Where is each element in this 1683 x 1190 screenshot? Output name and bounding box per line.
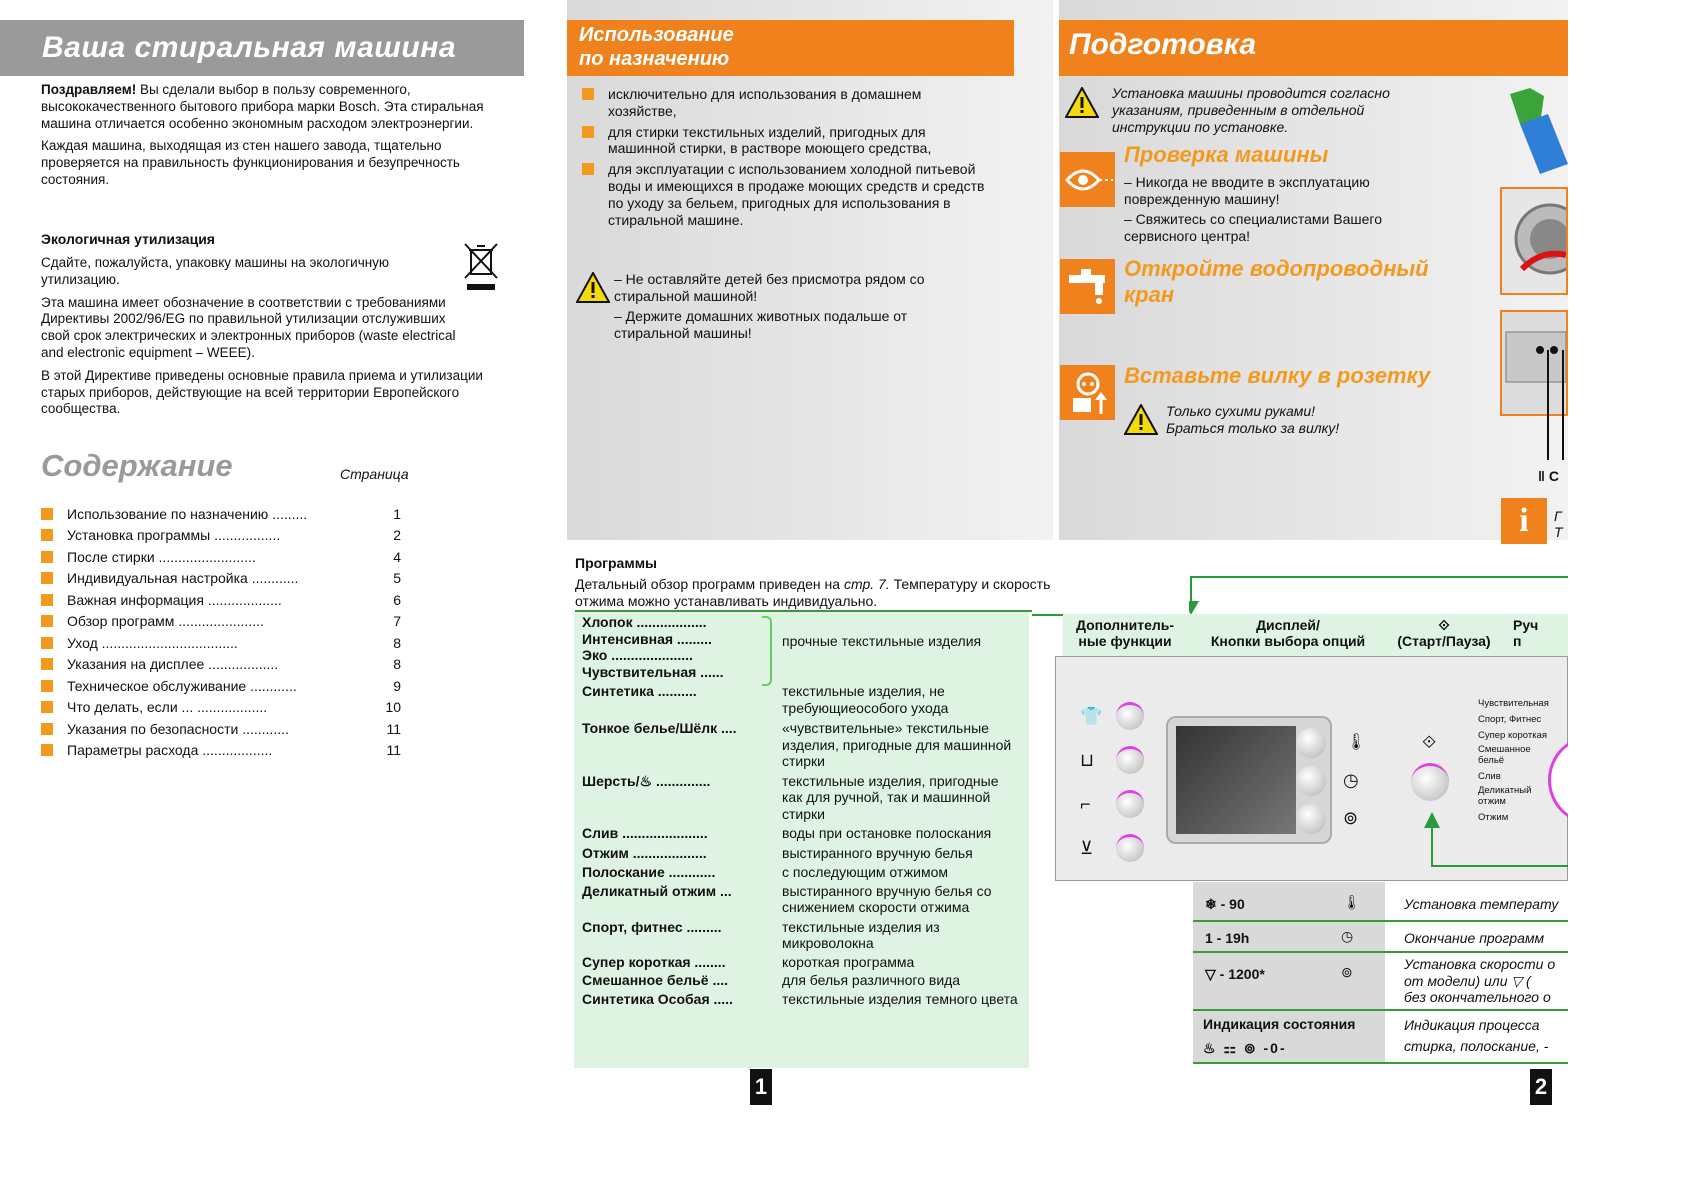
page-number-1: 1 [750,1069,772,1105]
spin-icon: ⊚ [1343,808,1359,828]
extra-function-button[interactable] [1116,790,1144,818]
install-note: Установка машины проводится согласно указаниям, приведенным в отдельной инструкции по установке. [1112,85,1390,135]
table-row: Синтетика Особая ..... текстильные изделия темного цвета [582,990,1018,1007]
contents-title: Содержание [41,448,233,483]
toc-item[interactable]: Важная информация ................... 6 [41,589,401,611]
bullet-icon [41,658,53,670]
program-dial[interactable] [1548,735,1568,825]
pet-warning-text: – Держите домашних животных подальше от стиральной машины! [614,308,908,341]
preparation-title: Подготовка [1059,20,1568,76]
bullet-icon [41,551,53,563]
page-title: Ваша стиральная машина [0,20,524,76]
toc-item[interactable]: Что делать, если ... .................. 10 [41,697,401,719]
display-option-button[interactable] [1296,766,1326,796]
divider [1193,951,1568,953]
bullet-icon [41,615,53,627]
program-dial-labels [1478,698,1558,823]
brace-icon [762,616,772,686]
toc-item[interactable]: После стирки ......................... 4 [41,546,401,568]
warning-icon [1065,87,1099,123]
bullet-icon [41,680,53,692]
table-row: Супер короткая ........ короткая программа [582,953,915,970]
display-option-button[interactable] [1296,728,1326,758]
quality-paragraph: Каждая машина, выходящая из стен нашего завода, тщательно проверяется на правильность функционирования и безупречность состояния. [41,138,460,187]
table-row: Тонкое белье/Шёлк .... «чувствительные» текстильные изделия, пригодные для машинной стирки [582,720,1012,769]
programs-table [574,612,1029,1068]
dial-label: Отжим [1478,812,1509,823]
table-row: Спорт, фитнес ......... текстильные изделия из микроволокна [582,918,940,951]
table-row: Слив ...................... воды при остановке полоскания [582,825,992,841]
table-row: Эко ..................... [582,647,693,663]
table-row: Шерсть/♨ .............. текстильные изделия, пригодные как для ручной, так и машинной стирки [582,772,999,822]
info-text: Г Т [1554,508,1563,540]
display-header: Дисплей/ Кнопки выбора опций [1210,617,1366,649]
divider [1193,1062,1568,1064]
dial-label: Деликатный отжим [1478,785,1532,807]
divider [1193,920,1568,922]
divider [1193,1009,1568,1011]
manual-header: Руч п [1513,617,1539,649]
end-time-icon: ◷ [1341,928,1354,944]
warning-icon [1124,404,1158,440]
table-row: Хлопок .................. [582,614,707,630]
extra-functions-header: Дополнитель- ные функции [1075,617,1175,649]
check-machine-title: Проверка машины [1124,142,1329,167]
table-row: Полоскание ............ с последующим отжимом [582,864,949,880]
temperature-icon: 🌡 [1346,734,1367,751]
usage-panel [567,0,1053,540]
table-row: Чувствительная ...... [582,663,724,680]
clock-icon: ◷ [1343,770,1359,790]
dial-label: Смешанное бельё [1478,744,1531,766]
shirt-icon: 👕 [1080,706,1103,726]
crossed-bin-icon [463,240,499,294]
spin-icon: ⊚ [1341,964,1353,980]
dial-label: Слив [1478,771,1501,782]
status-desc: Индикация процесса стирка, полоскание, - [1404,1017,1549,1054]
toc-item[interactable]: Указания на дисплее .................. 8 [41,654,401,676]
list-item: для стирки текстильных изделий, пригодных для машинной стирки, в растворе моющего средства, [582,124,987,158]
dial-label: Чувствительная [1478,698,1549,709]
eye-check-icon [1060,152,1115,207]
bullet-icon [41,701,53,713]
water-tap-icon [1060,259,1115,314]
bullet-icon [41,723,53,735]
page-number-2: 2 [1530,1069,1552,1105]
eco-section [41,231,491,424]
bullet-icon [41,529,53,541]
spin-desc: Установка скорости о от модели) или ▽ ( без окончательного о [1404,956,1556,1005]
toc-item[interactable]: Уход ................................... 8 [41,632,401,654]
bullet-icon [41,508,53,520]
display-option-button[interactable] [1296,804,1326,834]
plug-title: Вставьте вилку в розетку [1124,363,1431,388]
bullet-icon [582,163,594,175]
table-row: Деликатный отжим ... выстиранного вручную белья со снижением скорости отжима [582,882,992,915]
iron-icon: ⌐ [1080,794,1091,814]
table-row: Смешанное бельё .... для белья различного вида [582,972,961,988]
programs-heading: Программы [575,555,658,571]
temp-desc: Установка температу [1404,896,1559,912]
toc-item[interactable]: Техническое обслуживание ............ 9 [41,675,401,697]
intro-paragraph: Поздравляем! Вы сделали выбор в пользу современного, высококачественного бытового прибора марки Bosch. Эта стиральная машина отличается особенно экономным расходом электроэнергии. [41,82,484,131]
rinse-icon: ⊻ [1080,838,1094,858]
child-warning-text: – Не оставляйте детей без присмотра рядом со стиральной машиной! [614,271,925,304]
table-row: Отжим ................... выстиранного вручную белья [582,844,973,861]
extra-function-button[interactable] [1116,834,1144,862]
compartment-label: ǁ C [1538,468,1559,484]
end-time-range: 1 - 19h [1205,930,1250,946]
status-icons: ♨ ⚏ ⊚ -0- [1203,1040,1287,1056]
dial-label: Спорт, Фитнес [1478,714,1542,725]
settings-table [1193,882,1568,1064]
toc-item[interactable]: Указания по безопасности ............ 11 [41,718,401,740]
bullet-icon [41,594,53,606]
open-tap-title: Откройте водопроводный кран [1124,256,1429,307]
status-label: Индикация состояния [1203,1016,1356,1032]
toc-item[interactable]: Параметры расхода .................. 11 [41,740,401,762]
temp-range: ❄ - 90 [1205,896,1245,912]
table-row: Синтетика .......... текстильные изделия, не требующиеособого ухода [582,683,949,716]
start-pause-header: ⟐ (Старт/Пауза) [1397,617,1491,649]
extra-function-button[interactable] [1116,746,1144,774]
temp-icon: 🌡 [1343,894,1361,910]
check-item-2: – Свяжитесь со специалистами Вашего сервисного центра! [1124,211,1382,244]
intro-section [41,82,513,195]
usage-title: Использование по назначению [567,20,1014,76]
prewash-icon: ⊔ [1080,750,1095,770]
programs-intro: Детальный обзор программ приведен на стр. 7. Температуру и скорость отжима можно устанавливать индивидуально. [575,576,1051,609]
bullet-icon [41,572,53,584]
panel-arrow-line [1189,575,1568,615]
extra-function-button[interactable] [1116,702,1144,730]
toc-item[interactable]: Использование по назначению ......... 1 [41,503,401,525]
toc-item[interactable]: Обзор программ ...................... 7 [41,611,401,633]
laundry-illustration [1500,84,1568,180]
bullet-icon [582,126,594,138]
warning-icon [576,272,610,308]
plug-note: Только сухими руками! Браться только за вилку! [1166,403,1340,436]
drawer-pointer-lines [1545,350,1568,480]
spin-range: ▽ - 1200* [1205,966,1265,982]
toc-item[interactable]: Индивидуальная настройка ............ 5 [41,568,401,590]
list-item: исключительно для использования в домашнем хозяйстве, [582,86,987,120]
bullet-icon [41,744,53,756]
bullet-icon [41,637,53,649]
table-row: Интенсивная ......... [582,630,712,647]
drum-illustration [1500,187,1568,295]
group-description: прочные текстильные изделия [782,633,982,649]
check-item-1: – Никогда не вводите в эксплуатацию поврежденную машину! [1124,174,1370,207]
usage-list [582,86,987,232]
end-time-desc: Окончание программ [1404,930,1545,946]
dial-label: Супер короткая [1478,730,1548,741]
eco-heading: Экологичная утилизация [41,231,215,247]
contents-page-label: Страница [340,466,409,482]
eco-paragraph-1: Сдайте, пожалуйста, упаковку машины на экологичную утилизацию. [41,255,390,287]
bullet-icon [582,88,594,100]
eco-paragraph-3: В этой Директиве приведены основные правила приема и утилизации старых приборов, действующие на всей территории Европейского сообщества. [41,367,483,417]
plug-socket-icon [1060,365,1115,420]
toc-item[interactable]: Установка программы ................. 2 [41,525,401,547]
eco-paragraph-2: Эта машина имеет обозначение в соответствии с требованиями Директивы 2002/96/EG по правильной утилизации отслуживших свой срок электрических и электронных приборов (waste electrical and electronic equipment – WEEE). [41,294,456,360]
table-of-contents [41,503,401,761]
start-pause-button[interactable] [1411,763,1449,801]
start-pause-icon: ⟐ [1422,732,1437,752]
info-icon: i [1501,498,1547,544]
list-item: для эксплуатации с использованием холодной питьевой воды и имеющихся в продаже моющих средств и средств по уходу за бельем, пригодных для использования в стиральной машине. [582,161,987,228]
